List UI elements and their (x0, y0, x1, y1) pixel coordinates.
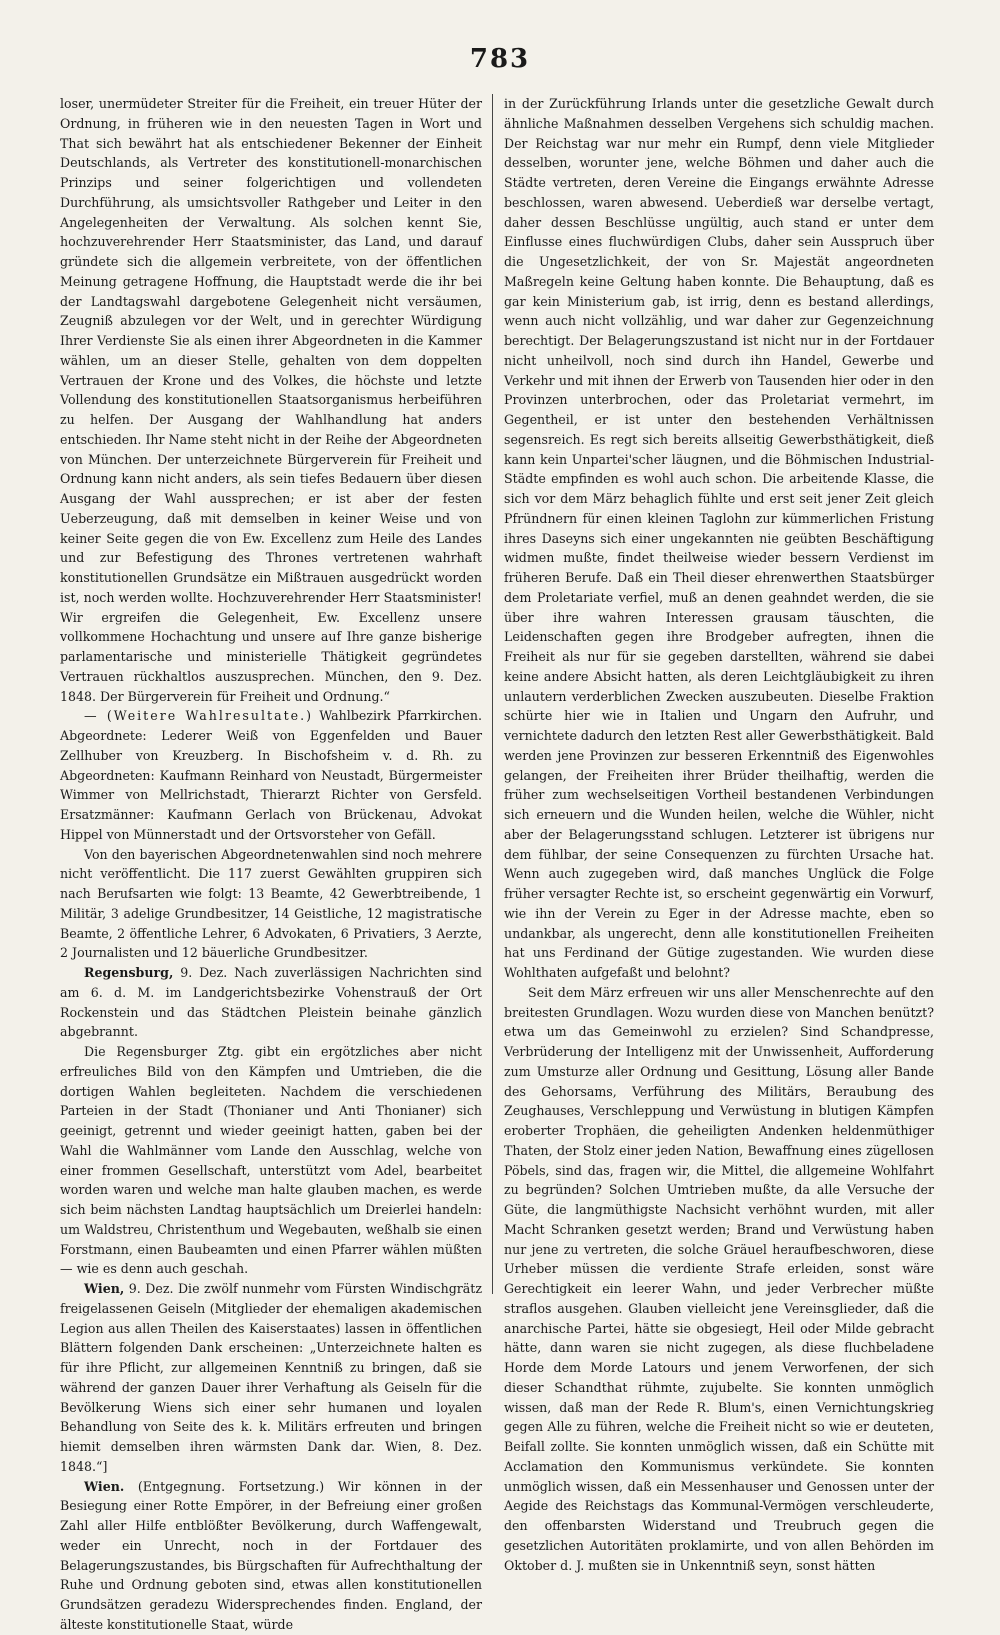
paragraph: Die Regensburger Ztg. gibt ein ergötzliches aber nicht erfreuliches Bild von den Kämpfen und Umtrieben, die die dortigen Wahlen begleiteten. Nachdem die verschiedenen Parteien in der Stadt (Thonianer und Anti Thonianer) sich geeinigt, getrennt und wieder geeinigt hatten, gaben bei der Wahl die Wahlmänner vom Lande den Ausschlag, welche von einer frommen Gesellschaft, unterstützt vom Adel, bearbeitet worden waren und welche man halte glauben machen, es werde sich beim nächsten Landtag hauptsächlich um Dreierlei handeln: um Waldstreu, Christenthum und Wegebauten, weßhalb sie einen Forstmann, einen Baubeamten und einen Pfarrer wählen müßten — wie es denn auch geschah. (60, 1044, 482, 1277)
column-divider (492, 94, 493, 1294)
article-text: (Entgegnung. Fortsetzung.) Wir können in der Besiegung einer Rotte Empörer, in der Befreiung einer großen Zahl aller Hilfe entblößter Bevölkerung, durch Waffengewalt, weder ein Unrecht, noch in der Fortdauer des Belagerungszustandes, bis Bürgschaften für Aufrechthaltung der Ruhe und Ordnung geboten sind, etwas allen konstitutionellen Grundsätzen geradezu Widersprechendes finden. England, der älteste konstitutionelle Staat, würde (60, 1478, 482, 1632)
article-text: 9. Dez. Nach zuverlässigen Nachrichten sind am 6. d. M. im Landgerichtsbezirke Vohenstrauß der Ort Rockenstein und das Städtchen Pleistein beinahe gänzlich abgebrannt. (60, 965, 482, 1040)
dateline: Regensburg, (84, 965, 174, 980)
paragraph (60, 706, 482, 844)
article-text: 9. Dez. Die zwölf nunmehr vom Fürsten Windischgrätz freigelassenen Geiseln (Mitglieder der ehemaligen akademischen Legion aus allen Theilen des Kaiserstaates) lassen in öffentlichen Blättern folgenden Dank erscheinen: „Unterzeichnete halten es für ihre Pflicht, zur allgemeinen Kenntniß zu bringen, daß sie während der ganzen Dauer ihrer Verhaftung als Geiseln für die Bevölkerung Wiens sich einer sehr humanen und loyalen Behandlung von Seite des k. k. Militärs erfreuten und bringen hiemit demselben ihren wärmsten Dank dar. Wien, 8. Dez. 1848.“] (60, 1281, 482, 1474)
paragraph: Seit dem März erfreuen wir uns aller Menschenrechte auf den breitesten Grundlagen. Wozu wurden diese von Manchen benützt? etwa um das Gemeinwohl zu erzielen? Sind Schandpresse, Verbrüderung der Intelligenz mit der Unwissenheit, Aufforderung zum Umsturze aller Ordnung und Gesittung, Lösung aller Bande des Gehorsams, Verführung des Militärs, Beraubung des Zeughauses, Verschleppung und Verwüstung in blutigen Kämpfen eroberter Trophäen, die geheiligten Andenken heldenmüthiger Thaten, der Stolz einer jeden Nation, Bewaffnung eines zügellosen Pöbels, sind das, fragen wir, die Mittel, die allgemeine Wohlfahrt zu begründen? Solchen Umtrieben mußte, da alle Versuche der Güte, die langmüthigste Nachsicht verhöhnt wurden, mit aller Macht Schranken gesetzt werden; Brand und Verwüstung haben nur jene zu vertreten, die solche Gräuel heraufbeschworen, diese Urheber müssen die verdiente Strafe erleiden, sonst wäre Gerechtigkeit ein leerer Wahn, und jeder Verbrecher müßte straflos ausgehen. Glauben vielleicht jene Vereinsglieder, daß die anarchische Partei, hätte sie obgesiegt, Heil oder Milde gebracht hätte, dann waren sie nicht zugegen, als diese fluchbeladene Horde dem Morde Latours und jenem Verworfenen, der sich dieser Schandthat rühmte, zujubelte. Sie konnten unmöglich wissen, daß man der Rede R. Blum's, einen Vernichtungskrieg gegen Alle zu führen, welche die Freiheit nicht so wie er deuteten, Beifall zollte. Sie konnten unmöglich wissen, daß ein Schütte mit Acclamation den Kommunismus verkündete. Sie konnten unmöglich wissen, daß ein Messenhauser und Genossen unter der Aegide des Reichstags das Kommunal-Vermögen verschleuderte, den offenbarsten Widerstand und Treubruch gegen die gesetzlichen Autoritäten proklamirte, und von allen Behörden im Oktober d. J. mußten sie in Unkenntniß seyn, sonst hätten (504, 984, 934, 1573)
paragraph: Von den bayerischen Abgeordnetenwahlen sind noch mehrere nicht veröffentlicht. Die 117 zuerst Gewählten gruppiren sich nach Berufsarten wie folgt: 13 Beamte, 42 Gewerbtreibende, 1 Militär, 3 adelige Grundbesitzer, 14 Geistliche, 12 magistratische Beamte, 2 öffentliche Lehrer, 6 Advokaten, 6 Privatiers, 3 Aerzte, 2 Journalisten und 12 bäuerliche Grundbesitzer. (60, 846, 482, 961)
paragraph (60, 1477, 482, 1635)
dateline: Wien. (84, 1478, 125, 1494)
paragraph: in der Zurückführung Irlands unter die gesetzliche Gewalt durch ähnliche Maßnahmen desselben Vergehens sich schuldig machen. Der Reichstag war nur mehr ein Rumpf, denn viele Mitglieder desselben, worunter jene, welche Böhmen und daher auch die Städte vertreten, deren Vereine die Eingangs erwähnte Adresse beschlossen, waren abwesend. Ueberdieß war derselbe vertagt, daher dessen Beschlüsse ungültig, auch stand er unter dem Einflusse eines fluchwürdigen Clubs, daher sein Ausspruch über die Ungesetzlichkeit, der von Sr. Majestät angeordneten Maßregeln keine Geltung haben konnte. Die Behauptung, daß es gar kein Ministerium gab, ist irrig, denn es bestand allerdings, wenn auch nicht vollzählig, und war daher zur Gegenzeichnung berechtigt. Der Belagerungszustand ist nicht nur in der Fortdauer nicht unheilvoll, noch sind durch ihn Handel, Gewerbe und Verkehr und mit ihnen der Erwerb von Tausenden hier oder in den Provinzen unterbrochen, oder das Proletariat vermehrt, im Gegentheil, er ist unter den bestehenden Verhältnissen segensreich. Es regt sich bereits allseitig Gewerbsthätigkeit, dieß kann kein Unpartei'scher läugnen, und die Böhmischen Industrial-Städte empfinden es wohl auch schon. Die arbeitende Klasse, die sich vor dem März behaglich fühlte und erst seit jener Zeit gleich Pfründnern für einen kleinen Taglohn zur kümmerlichen Fristung ihres Daseyns sich einer ungekannten nie geübten Beschäftigung widmen mußte, findet theilweise wieder bessern Verdienst im früheren Berufe. Daß ein Theil dieser ehrenwerthen Staatsbürger dem Proletariate verfiel, muß an denen geahndet werden, die sie über ihre wahren Interessen grausam täuschten, die Leidenschaften gegen ihre Brodgeber aufregten, ihnen die Freiheit als nur für sie gegeben darstellten, während sie dabei keine andere Absicht hatten, als deren Leichtgläubigkeit zu ihren unlautern verderblichen Zwecken auszubeuten. Dieselbe Fraktion schürte hier wie in Italien und Ungarn den Aufruhr, und vernichtete dadurch den letzten Rest aller Gewerbsthätigkeit. Bald werden jene Provinzen zur besseren Erkenntniß des Eigenwohles gelangen, der Freiheiten ihrer Brüder theilhaftig, werden die früher zum wechselseitigen Vortheil bestandenen Verbindungen sich erneuern und die Wunden heilen, welche die Wühler, nicht aber der Belagerungsstand schlugen. Letzterer ist übrigens nur dem fühlbar, der seine Consequenzen zu fürchten Ursache hat. Wenn auch zugegeben wird, daß manches Unglück die Folge früher versagter Rechte ist, so erscheint gegenwärtig ein Vorwurf, wie ihn der Verein zu Eger in der Adresse machte, eben so undankbar, als ungerecht, denn alle konstitutionellen Freiheiten hat uns Ferdinand der Gütige zugestanden. Wie wurden diese Wohlthaten aufgefaßt und belohnt? (504, 96, 934, 980)
right-column (504, 94, 934, 1573)
paragraph: loser, unermüdeter Streiter für die Freiheit, ein treuer Hüter der Ordnung, in früheren wie in den neuesten Tagen in Wort und That sich bewährt hat als entschiedener Bekenner der Einheit Deutschlands, als Vertreter des konstitutionell-monarchischen Prinzips und seiner folgerichtigen und vollendeten Durchführung, als umsichtsvoller Rathgeber und Leiter in den Angelegenheiten der Verwaltung. Als solchen kennt Sie, hochzuverehrender Herr Staatsminister, das Land, und darauf gründete sich die allgemein verbreitete, von der öffentlichen Meinung getragene Hoffnung, die Hauptstadt werde die ihr bei der Landtagswahl dargebotene Gelegenheit nicht versäumen, Zeugniß abzulegen vor der Welt, und in gerechter Würdigung Ihrer Verdienste Sie als einen ihrer Abgeordneten in die Kammer wählen, um an dieser Stelle, gehalten von dem doppelten Vertrauen der Krone und des Volkes, die höchste und letzte Vollendung des konstitutionellen Staatsorganismus herbeiführen zu helfen. Der Ausgang der Wahlhandlung hat anders entschieden. Ihr Name steht nicht in der Reihe der Abgeordneten von München. Der unterzeichnete Bürgerverein für Freiheit und Ordnung kann nicht anders, als sein tiefes Bedauern über diesen Ausgang der Wahl aussprechen; er ist aber der festen Ueberzeugung, daß mit demselben in keiner Weise und von keiner Seite gegen die von Ew. Excellenz zum Heile des Landes und zur Befestigung des Thrones vertretenen wahrhaft konstitutionellen Grundsätze ein Mißtrauen ausgedrückt worden ist, noch werden wollte. Hochzuverehrender Herr Staatsminister! Wir ergreifen die Gelegenheit, Ew. Excellenz unsere vollkommene Hochachtung und unsere auf Ihre ganze bisherige parlamentarische und ministerielle Thätigkeit gegründetes Vertrauen rückhaltlos auszusprechen. München, den 9. Dez. 1848. Der Bürgerverein für Freiheit und Ordnung.“ (60, 96, 482, 704)
article-text: Wahlbezirk Pfarrkirchen. Abgeordnete: Lederer Weiß von Eggenfelden und Bauer Zellhuber von Kreuzberg. In Bischofsheim v. d. Rh. zu Abgeordneten: Kaufmann Reinhard von Neustadt, Bürgermeister Wimmer von Mellrichstadt, Thierarzt Richter von Gersfeld. Ersatzmänner: Kaufmann Gerlach von Brückenau, Advokat Hippel von Münnerstadt und der Ortsvorsteher von Gefäll. (60, 708, 482, 842)
paragraph (60, 1279, 482, 1477)
left-column (60, 94, 482, 1632)
paragraph (60, 963, 482, 1042)
page-number: 783 (469, 44, 531, 74)
article-lead: — (Weitere Wahlresultate.) (84, 708, 314, 724)
dateline: Wien, (84, 1281, 125, 1296)
